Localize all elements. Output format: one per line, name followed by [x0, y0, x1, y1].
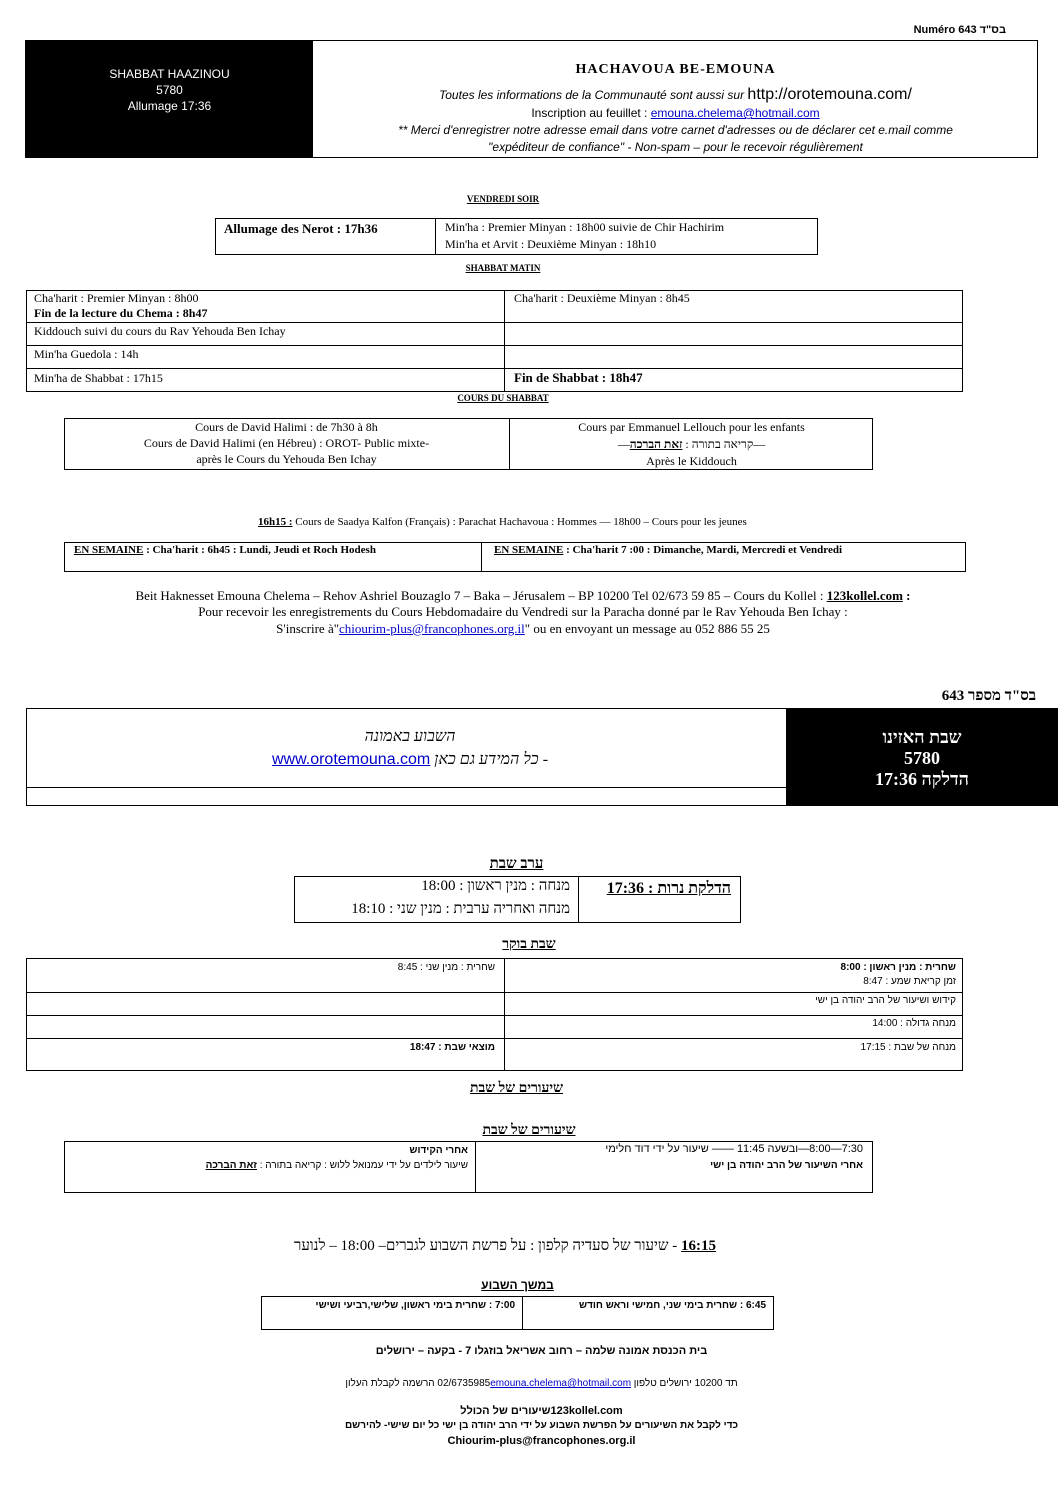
- allumage-fr: Allumage des Nerot : 17h36: [224, 221, 378, 236]
- footer2-he: [0, 1378, 1058, 1389]
- header-note2: "expéditeur de confiance" - Non-spam – pour le recevoir régulièrement: [488, 140, 863, 154]
- semaine2-fr: [494, 544, 842, 556]
- footer5-he[interactable]: Chiourim-plus@francophones.org.il: [447, 1435, 636, 1447]
- matin-r3: Min'ha Guedola : 14h: [34, 347, 139, 361]
- cours-left: [64, 419, 509, 467]
- semaine2-label: EN SEMAINE: [494, 544, 564, 556]
- black-box-he-line2: 5780: [904, 748, 940, 768]
- email-link-fr[interactable]: emouna.chelema@hotmail.com: [650, 106, 820, 120]
- footer3b: " ou en envoyant un message au 052 886 55 25: [524, 621, 770, 636]
- cours-r1: Cours par Emmanuel Lellouch pour les enfants: [578, 420, 805, 434]
- cours-l2: Cours de David Halimi (en Hébreu) : OROT- Public mixte-: [143, 436, 430, 450]
- cours-l3: après le Cours du Yehouda Ben Ichay: [196, 452, 377, 466]
- shiurim-r2: אחרי השיעור של הרב יהודה בן ישי: [710, 1160, 863, 1171]
- cours-r2c: —: [617, 437, 630, 451]
- shiurim-l2a: שיעור לילדים על ידי עמנואל ללוש : קריאה בתורה :: [256, 1160, 468, 1171]
- footer4-he: כדי לקבל את השיעורים על הפרשת השבוע על ידי הרב יהודה בן ישי כל יום שישי- להירשם: [344, 1420, 739, 1431]
- hadlaka-he: הדלקת נרות : 17:36: [606, 880, 731, 897]
- boker-r1c: שחרית : מנין שני : 8:45: [397, 962, 495, 973]
- footer3-fr: [0, 621, 1046, 637]
- semaine1-text: : Cha'harit : 6h45 : Lundi, Jeudi et Roch Hodesh: [143, 544, 376, 556]
- cours-r3: Après le Kiddouch: [646, 454, 737, 468]
- saadya-line-fr: [258, 516, 747, 528]
- cours-title: COURS DU SHABBAT: [457, 393, 549, 403]
- minha2-he: מנחה ואחריה ערבית : מנין שני : 18:10: [351, 901, 570, 917]
- header-info-prefix: Toutes les informations de la Communauté sont aussi sur: [439, 88, 745, 102]
- semaine1-he: 6:45 : שחרית בימי שני, חמישי וראש חודש: [579, 1300, 766, 1311]
- kollel-link-fr[interactable]: 123kollel.com: [826, 588, 903, 603]
- boker-r3: מנחה גדולה : 14:00: [872, 1018, 956, 1029]
- footer2-fr: Pour recevoir les enregistrements du Cours Hebdomadaire du Vendredi sur la Paracha donné par le Rav Yehouda Ben Ichay :: [198, 604, 848, 619]
- matin-r1b: Fin de la lecture du Chema : 8h47: [34, 306, 208, 320]
- footer2a-he: תד 10200 ירושלים טלפון 02/6735985: [437, 1378, 738, 1389]
- boker-title: שבת בוקר: [502, 937, 556, 952]
- matin-r1a: Cha'harit : Premier Minyan : 8h00: [34, 291, 199, 305]
- boker-r1a: שחרית : מנין ראשון : 8:00: [840, 962, 956, 973]
- semaine1-fr: [74, 544, 376, 556]
- saadya-text-he: - שיעור של סעדיה קלפון : על פרשת השבוע לגברים– 18:00 – לנוער: [293, 1238, 682, 1254]
- shiurim-title: שיעורים של שבת: [469, 1081, 564, 1096]
- boker-r4b: מוצאי שבת : 18:47: [409, 1042, 495, 1053]
- header-inscription: [313, 106, 1038, 120]
- footer1-he: בית הכנסת אמונה שלמה – רחוב אשריאל בוזגלו 7 - בקעה – ירושלים: [375, 1345, 708, 1357]
- footer1-fr: [0, 588, 1046, 604]
- chiourim-link-fr[interactable]: chiourim-plus@francophones.org.il: [339, 621, 525, 636]
- bsd-fr: בס"ד: [979, 24, 1006, 36]
- matin-title: SHABBAT MATIN: [465, 263, 541, 273]
- cours-r2a: —קריאה בתורה :: [682, 437, 766, 451]
- vendredi-title: VENDREDI SOIR: [466, 194, 540, 204]
- semaine-title-he: במשך השבוע: [481, 1278, 554, 1292]
- minha1-he: מנחה : מנין ראשון : 18:00: [421, 878, 570, 894]
- black-box-fr: [26, 41, 313, 157]
- saadya-time-he: 16:15: [681, 1238, 717, 1254]
- black-box-he: [786, 709, 1058, 805]
- header-note1: ** Merci d'enregistrer notre adresse email dans votre carnet d'adresses ou de déclarer cet e.mail comme: [398, 123, 953, 137]
- he-title: השבוע באמונה: [364, 728, 456, 745]
- footer2b-he: הרשמה לקבלת העלון: [345, 1378, 438, 1389]
- footer1-text: Beit Haknesset Emouna Chelema – Rehov Ashriel Bouzaglo 7 – Baka – Jérusalem – BP 10200 Tel 02/673 59 85 – Cours du Kollel :: [135, 588, 824, 603]
- black-box-fr-line1: SHABBAT HAAZINOU: [109, 67, 230, 81]
- email-link-he[interactable]: emouna.chelema@hotmail.com: [490, 1378, 632, 1389]
- header-site-link[interactable]: http://orotemouna.com/: [747, 86, 912, 103]
- black-box-fr-line3: Allumage 17:36: [127, 99, 212, 113]
- matin-r1c: Cha'harit : Deuxième Minyan : 8h45: [514, 291, 690, 305]
- header-info: [313, 86, 1038, 104]
- shiurim-r1: 7:30—8:00—ובשעה 11:45 —— שיעור על ידי דוד חלימי: [605, 1143, 863, 1155]
- semaine1-label: EN SEMAINE: [74, 544, 144, 556]
- footer3-he: 123kollel.comשיעורים של הכולל: [460, 1405, 623, 1417]
- numero-line: [914, 24, 1006, 36]
- erev-title: ערב שבת: [489, 856, 544, 872]
- numero-he: בס"ד מספר 643: [941, 688, 1036, 704]
- cours-right: [510, 419, 873, 470]
- saadya-line-he: [0, 1238, 1010, 1255]
- shiurim-l2: [206, 1160, 468, 1171]
- saadya-text-fr: Cours de Saadya Kalfon (Français) : Parachat Hachavoua : Hommes — 18h00 – Cours pour les jeunes: [295, 516, 747, 528]
- black-box-fr-line2: 5780: [156, 83, 183, 97]
- minha2-fr: Min'ha et Arvit : Deuxième Minyan : 18h10: [445, 237, 657, 251]
- header-title: HACHAVOUA BE-EMOUNA: [575, 62, 776, 77]
- shiurim-l1: אחרי הקידוש: [409, 1145, 468, 1156]
- he-subtitle-line: [150, 751, 670, 769]
- matin-r2: Kiddouch suivi du cours du Rav Yehouda Ben Ichay: [34, 324, 286, 338]
- shiurim-title2: שיעורים של שבת: [482, 1123, 576, 1138]
- semaine2-text: : Cha'harit 7 :00 : Dimanche, Mardi, Mercredi et Vendredi: [563, 544, 843, 556]
- boker-r4: מנחה של שבת : 17:15: [860, 1042, 956, 1053]
- boker-r2: קידוש ושיעור של הרב יהודה בן ישי: [815, 995, 956, 1006]
- black-box-he-line3: הדלקה 17:36: [875, 769, 969, 789]
- cours-r2b: זאת הברכה: [629, 437, 683, 451]
- footer3a: S'inscrire à": [276, 621, 340, 636]
- minha1-fr: Min'ha : Premier Minyan : 18h00 suivie de Chir Hachirim: [445, 220, 725, 234]
- he-subtitle: כל המידע גם כאן -: [434, 751, 549, 768]
- shiurim-l2b: זאת הברכה: [205, 1160, 257, 1171]
- saadya-time-fr: 16h15 :: [258, 516, 293, 528]
- cours-l1: Cours de David Halimi : de 7h30 à 8h: [195, 420, 378, 434]
- semaine2-he: 7:00 : שחרית בימי ראשון, שלישי,רביעי ושישי: [315, 1300, 515, 1311]
- boker-r1b: זמן קריאת שמע : 8:47: [863, 976, 956, 987]
- numero-fr: Numéro 643: [913, 24, 977, 36]
- footer1-end: :: [902, 588, 911, 603]
- cours-r2: [510, 436, 873, 453]
- matin-r4: Min'ha de Shabbat : 17h15: [34, 371, 163, 385]
- black-box-he-line1: שבת האזינו: [882, 727, 962, 747]
- he-site-link[interactable]: www.orotemouna.com: [271, 751, 431, 768]
- matin-r4b: Fin de Shabbat : 18h47: [514, 370, 643, 385]
- inscription-label: Inscription au feuillet :: [531, 106, 648, 120]
